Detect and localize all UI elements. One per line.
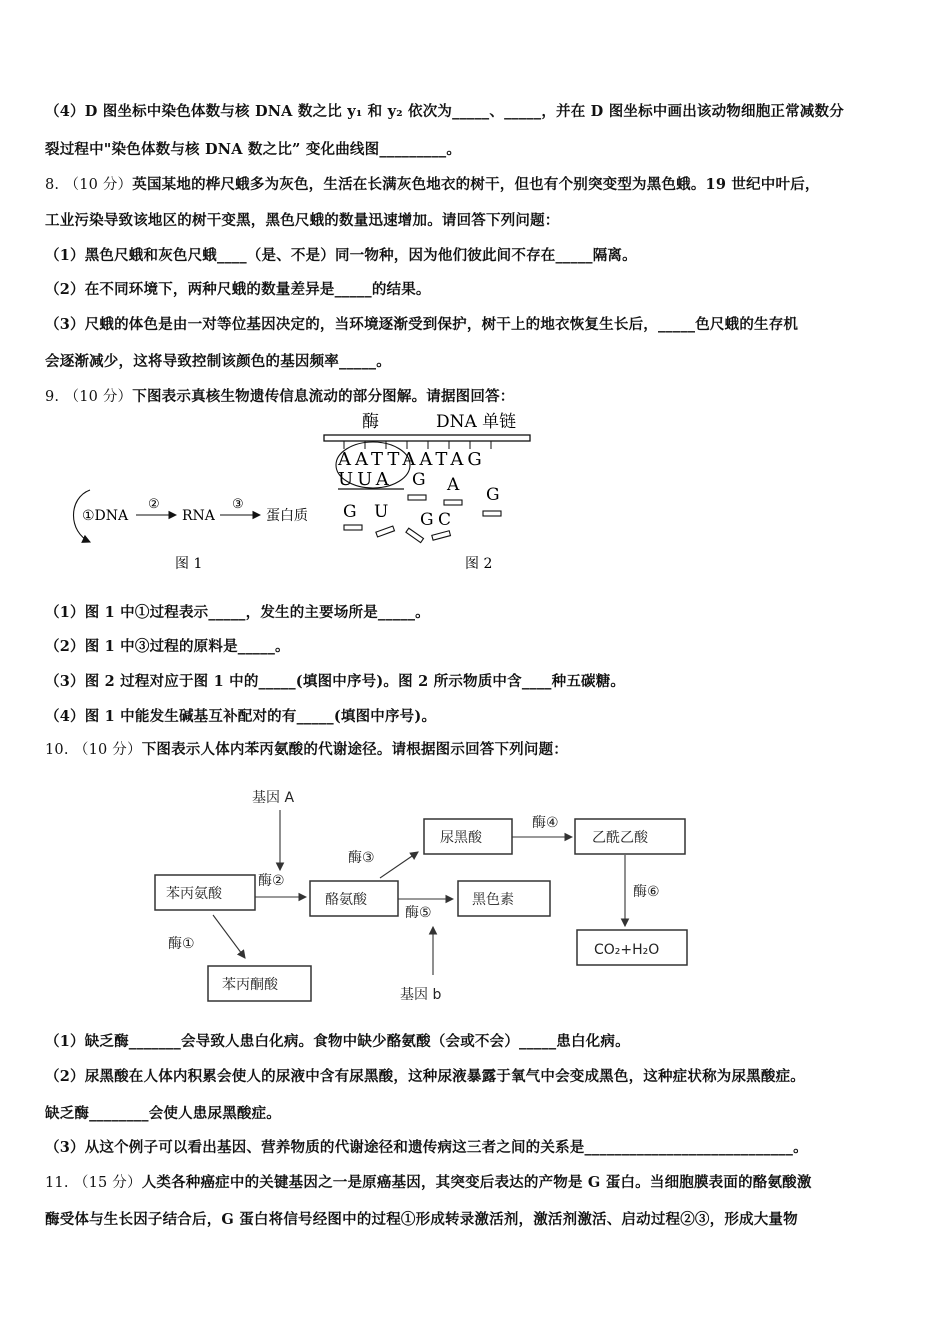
fig2-nucleotide-g2: G bbox=[486, 485, 500, 505]
q9-stem-text: 下图表示真核生物遗传信息流动的部分图解。请据图回答： bbox=[132, 388, 515, 405]
enzyme-6-label: 酶⑥ bbox=[633, 884, 660, 900]
q8-stem-line-1 bbox=[45, 173, 820, 194]
figure-2-caption: 图 2 bbox=[465, 556, 493, 572]
q7-line-1: （4）D 图坐标中染色体数与核 DNA 数之比 y₁ 和 y₂ 依次为_____、_____，并在 D 图坐标中画出该动物细胞正常减数分 bbox=[45, 103, 844, 120]
q8-score: （10 分） bbox=[64, 177, 133, 193]
q10-stem-text: 下图表示人体内苯丙氨酸的代谢途径。请根据图示回答下列问题： bbox=[141, 741, 568, 758]
q8-number: 8. bbox=[45, 177, 60, 193]
gene-a-label: 基因 A bbox=[252, 790, 295, 806]
q8-sub-1: （1）黑色尺蛾和灰色尺蛾____（是、不是）同一物种，因为他们彼此间不存在_____隔离。 bbox=[45, 247, 637, 264]
fig2-nucleotide-a: A bbox=[447, 475, 460, 495]
q9-sub-4: （4）图 1 中能发生碱基互补配对的有_____(填图中序号)。 bbox=[45, 708, 437, 725]
q11-number: 11. bbox=[45, 1175, 69, 1191]
phenylpyruvic-acid-label: 苯丙酮酸 bbox=[222, 977, 278, 993]
dna-strand-bar bbox=[324, 435, 530, 441]
fig2-nucleotide-c: C bbox=[438, 510, 452, 530]
q9-sub-3: （3）图 2 过程对应于图 1 中的_____(填图中序号)。图 2 所示物质中含____种五碳糖。 bbox=[45, 673, 626, 690]
fig1-dna-label: ①DNA bbox=[82, 508, 129, 524]
co2-water-label: CO₂+H₂O bbox=[594, 942, 660, 958]
tyrosine-label: 酪氨酸 bbox=[325, 892, 367, 908]
fig1-process-2-label: ② bbox=[148, 497, 160, 512]
q10-sub-2-line-1: （2）尿黑酸在人体内积累会使人的尿液中含有尿黑酸，这种尿液暴露于氧气中会变成黑色，这种症状称为尿黑酸症。 bbox=[45, 1068, 805, 1085]
figure-1-central-dogma bbox=[70, 480, 330, 575]
figure-1-caption: 图 1 bbox=[175, 556, 203, 572]
q8-sub-2: （2）在不同环境下，两种尺蛾的数量差异是_____的结果。 bbox=[45, 281, 431, 298]
q9-sub-1: （1）图 1 中①过程表示_____，发生的主要场所是_____。 bbox=[45, 604, 430, 621]
phenylalanine-pathway-diagram bbox=[150, 780, 695, 1005]
q8-stem-line-2: 工业污染导致该地区的树干变黑，黑色尺蛾的数量迅速增加。请回答下列问题： bbox=[45, 212, 560, 229]
fig1-protein-label: 蛋白质 bbox=[266, 508, 308, 524]
gene-b-label: 基因 b bbox=[400, 987, 442, 1003]
q11-stem-line-2: 酶受体与生长因子结合后，G 蛋白将信号经图中的过程①形成转录激活剂，激活剂激活、启动过程②③，形成大量物 bbox=[45, 1211, 798, 1228]
fig2-nucleotide-g3: G bbox=[343, 502, 357, 522]
acetoacetate-label: 乙酰乙酸 bbox=[592, 830, 648, 846]
fig2-paired-rna: UUA bbox=[338, 469, 393, 490]
q10-sub-3: （3）从这个例子可以看出基因、营养物质的代谢途径和遗传病这三者之间的关系是____________________________。 bbox=[45, 1139, 808, 1156]
fig2-enzyme-label: 酶 bbox=[362, 412, 379, 432]
enzyme-5-label: 酶⑤ bbox=[405, 905, 432, 921]
q11-stem-text-1: 人类各种癌症中的关键基因之一是原癌基因，其突变后表达的产物是 G 蛋白。当细胞膜表面的酪氨酸激 bbox=[141, 1174, 812, 1191]
fig2-nucleotide-g1: G bbox=[412, 470, 426, 490]
enzyme-3-label: 酶③ bbox=[348, 850, 375, 866]
q11-stem-line-1 bbox=[45, 1171, 812, 1192]
q9-stem bbox=[45, 385, 514, 406]
enzyme-4-label: 酶④ bbox=[532, 815, 559, 831]
fig1-rna-label: RNA bbox=[182, 508, 215, 524]
figure-2-transcription bbox=[320, 405, 535, 575]
fig2-dna-strand-label: DNA 单链 bbox=[436, 412, 517, 432]
q10-sub-2-line-2: 缺乏酶________会使人患尿黑酸症。 bbox=[45, 1105, 281, 1122]
melanin-label: 黑色素 bbox=[472, 892, 514, 908]
homogentisic-acid-label: 尿黑酸 bbox=[440, 830, 482, 846]
q8-sub-3-line-1: （3）尺蛾的体色是由一对等位基因决定的，当环境逐渐受到保护，树干上的地衣恢复生长后，_____色尺蛾的生存机 bbox=[45, 316, 799, 333]
fig1-process-3-label: ③ bbox=[232, 497, 244, 512]
q8-sub-3-line-2: 会逐渐减少，这将导致控制该颜色的基因频率_____。 bbox=[45, 353, 391, 370]
q8-stem-text-1: 英国某地的桦尺蛾多为灰色，生活在长满灰色地衣的树干，但也有个别突变型为黑色蛾。19 世纪中叶后， bbox=[132, 176, 820, 193]
phenylalanine-label: 苯丙氨酸 bbox=[166, 886, 222, 902]
q10-number: 10. bbox=[45, 742, 69, 758]
enzyme-1-label: 酶① bbox=[168, 936, 195, 952]
q9-number: 9. bbox=[45, 389, 60, 405]
q10-sub-1: （1）缺乏酶_______会导致人患白化病。食物中缺少酪氨酸（会或不会）_____患白化病。 bbox=[45, 1033, 630, 1050]
fig2-template-sequence: AATTAATAG bbox=[338, 449, 486, 470]
q7-line-2: 裂过程中"染色体数与核 DNA 数之比” 变化曲线图_________。 bbox=[45, 141, 462, 158]
q10-score: （10 分） bbox=[73, 742, 142, 758]
fig2-nucleotide-u: U bbox=[374, 502, 389, 522]
fig2-nucleotide-g4: G bbox=[420, 510, 434, 530]
q11-score: （15 分） bbox=[73, 1175, 142, 1191]
q9-score: （10 分） bbox=[64, 389, 133, 405]
q10-stem bbox=[45, 738, 568, 759]
enzyme-2-label: 酶② bbox=[258, 873, 285, 889]
q9-sub-2: （2）图 1 中③过程的原料是_____。 bbox=[45, 638, 290, 655]
